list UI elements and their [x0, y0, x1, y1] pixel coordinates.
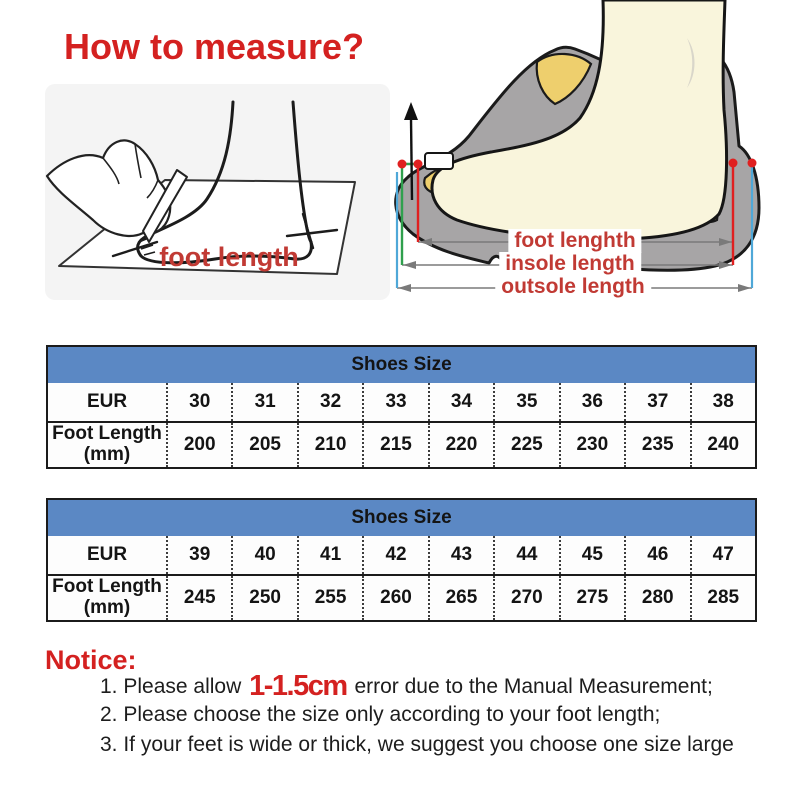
value-cell: 39 — [167, 536, 232, 575]
value-cell: 285 — [691, 575, 757, 621]
value-cell: 38 — [691, 383, 757, 422]
notice-item-2-text: 2. Please choose the size only according to your foot length; — [100, 703, 661, 726]
value-cell: 33 — [363, 383, 428, 422]
value-cell: 41 — [298, 536, 363, 575]
value-cell: 36 — [560, 383, 625, 422]
notice-item-1-text-end: error due to the Manual Measurement; — [348, 675, 713, 698]
value-cell: 45 — [560, 536, 625, 575]
foot-measure-illustration — [45, 84, 390, 300]
row-header-cell: Foot Length (mm) — [47, 422, 167, 468]
notice-item-2 — [100, 703, 660, 727]
notice-item-1 — [100, 672, 713, 701]
value-cell: 35 — [494, 383, 559, 422]
value-cell: 275 — [560, 575, 625, 621]
table-title-row — [47, 346, 756, 383]
table-row — [47, 575, 756, 621]
size-table-eur-39-47 — [46, 498, 757, 622]
value-cell: 43 — [429, 536, 494, 575]
value-cell: 245 — [167, 575, 232, 621]
value-cell: 255 — [298, 575, 363, 621]
value-cell: 250 — [232, 575, 297, 621]
value-cell: 32 — [298, 383, 363, 422]
table-title: Shoes Size — [47, 346, 756, 383]
value-cell: 265 — [429, 575, 494, 621]
value-cell: 220 — [429, 422, 494, 468]
notice-title: Notice: — [45, 645, 137, 675]
value-cell: 230 — [560, 422, 625, 468]
notice-item-3 — [100, 733, 734, 757]
value-cell: 46 — [625, 536, 690, 575]
value-cell: 47 — [691, 536, 757, 575]
value-cell: 210 — [298, 422, 363, 468]
value-cell: 225 — [494, 422, 559, 468]
page-title: How to measure? — [64, 26, 365, 67]
value-cell: 44 — [494, 536, 559, 575]
row-header-cell: EUR — [86, 390, 128, 412]
value-cell: 37 — [625, 383, 690, 422]
table-row — [47, 536, 756, 575]
value-cell: 31 — [232, 383, 297, 422]
value-cell: 240 — [691, 422, 757, 468]
table-row — [47, 422, 756, 468]
size-table-eur-30-38 — [46, 345, 757, 469]
notice-item-1-text: 1. Please allow — [100, 675, 248, 698]
row-header-cell: Foot Length (mm) — [47, 575, 167, 621]
row-header-cell: EUR — [86, 543, 128, 565]
foot-length-caption: foot length — [159, 242, 299, 272]
value-cell: 235 — [625, 422, 690, 468]
value-cell: 260 — [363, 575, 428, 621]
notice-item-3-text: 3. If your feet is wide or thick, we suggest you choose one size large — [100, 733, 734, 756]
insole-length-line-label: insole length — [499, 252, 641, 276]
table-row — [47, 383, 756, 422]
value-cell: 215 — [363, 422, 428, 468]
value-cell: 30 — [167, 383, 232, 422]
value-cell: 200 — [167, 422, 232, 468]
notice-item-1-highlight: 1-1.5cm — [249, 670, 347, 702]
foot-length-line-label: foot lenghth — [508, 229, 641, 253]
value-cell: 205 — [232, 422, 297, 468]
value-cell: 280 — [625, 575, 690, 621]
value-cell: 34 — [429, 383, 494, 422]
value-cell: 270 — [494, 575, 559, 621]
table-title-row — [47, 499, 756, 536]
shoe-cross-section-illustration — [385, 0, 800, 310]
outsole-length-line-label: outsole length — [495, 275, 651, 299]
value-cell: 40 — [232, 536, 297, 575]
table-title: Shoes Size — [47, 499, 756, 536]
value-cell: 42 — [363, 536, 428, 575]
